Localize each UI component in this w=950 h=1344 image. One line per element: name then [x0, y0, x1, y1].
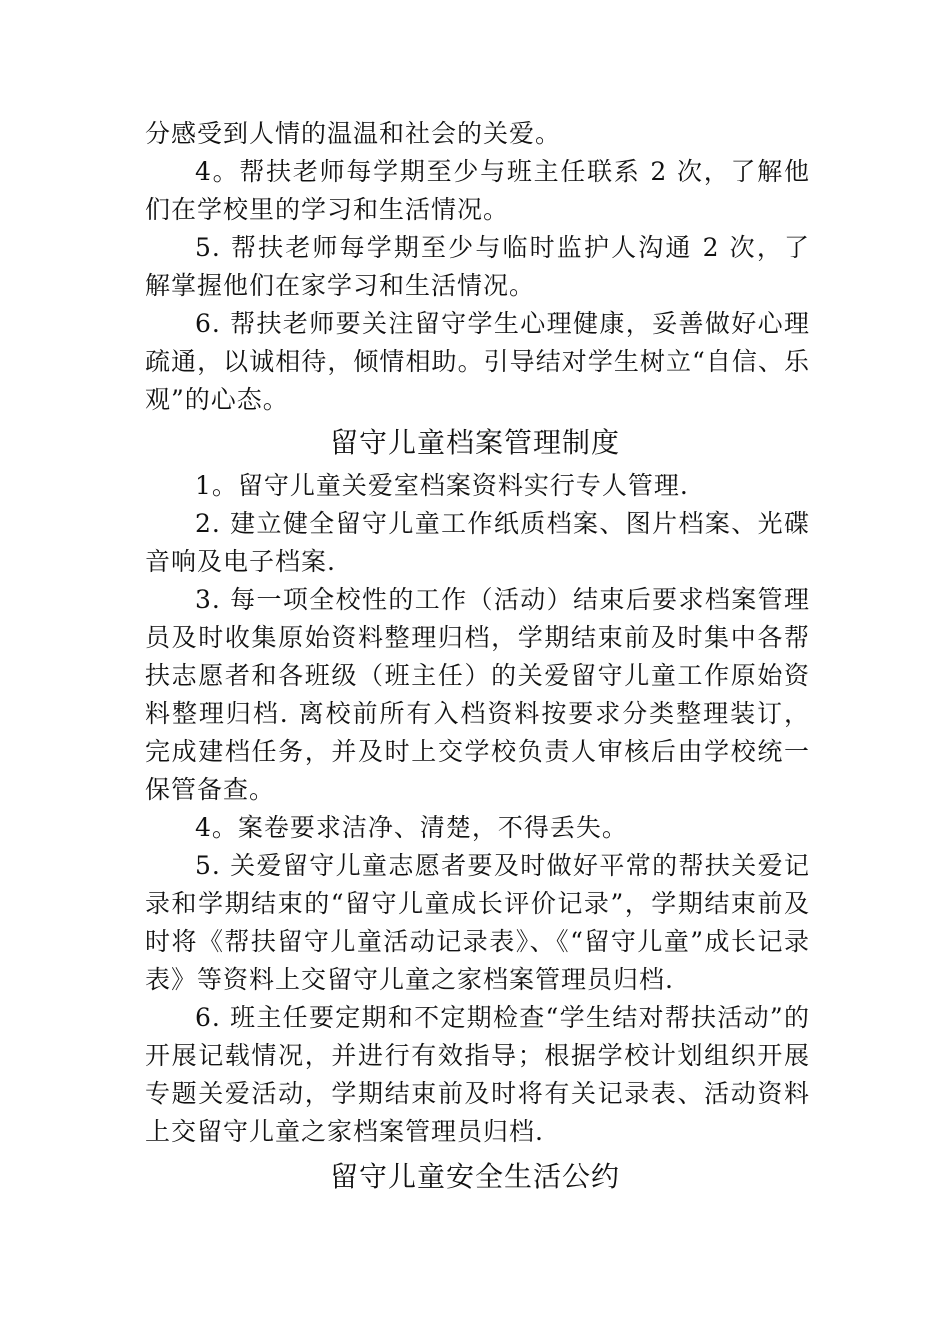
archive-section	[145, 467, 810, 1151]
archive-item-3: 3. 每一项全校性的工作（活动）结束后要求档案管理员及时收集原始资料整理归档，学期结束前及时集中各帮扶志愿者和各班级（班主任）的关爱留守儿童工作原始资料整理归档. 离校前所有入档资料按要求分类整理装订，完成建档任务，并及时上交学校负责人审核后由学校统一保管备查。	[145, 585, 810, 804]
safety-section-title: 留守儿童安全生活公约	[329, 1160, 620, 1193]
archive-item-6: 6. 班主任要定期和不定期检查“学生结对帮扶活动”的开展记载情况，并进行有效指导；根据学校计划组织开展专题关爱活动，学期结束前及时将有关记录表、活动资料上交留守儿童之家档案管理员归档.	[145, 1003, 810, 1146]
archive-item-5: 5. 关爱留守儿童志愿者要及时做好平常的帮扶关爱记录和学期结束的“留守儿童成长评价记录”，学期结束前及时将《帮扶留守儿童活动记录表》、《“留守儿童”成长记录表》等资料上交留守儿童之家档案管理员归档.	[145, 851, 810, 994]
intro-item-4: 4。帮扶老师每学期至少与班主任联系 2 次，了解他们在学校里的学习和生活情况。	[145, 157, 810, 224]
intro-section	[145, 115, 810, 419]
archive-section-title: 留守儿童档案管理制度	[329, 426, 620, 459]
intro-item-5: 5. 帮扶老师每学期至少与临时监护人沟通 2 次，了解掌握他们在家学习和生活情况。	[145, 233, 810, 300]
intro-continuation: 分感受到人情的温温和社会的关爱。	[145, 119, 562, 148]
archive-item-1: 1。留守儿童关爱室档案资料实行专人管理.	[195, 471, 689, 500]
archive-item-2: 2. 建立健全留守儿童工作纸质档案、图片档案、光碟音响及电子档案.	[145, 509, 810, 576]
intro-item-6: 6. 帮扶老师要关注留守学生心理健康，妥善做好心理疏通，以诚相待，倾情相助。引导结对学生树立“自信、乐观”的心态。	[145, 309, 810, 414]
archive-item-4: 4。案卷要求洁净、清楚，不得丢失。	[195, 813, 628, 842]
